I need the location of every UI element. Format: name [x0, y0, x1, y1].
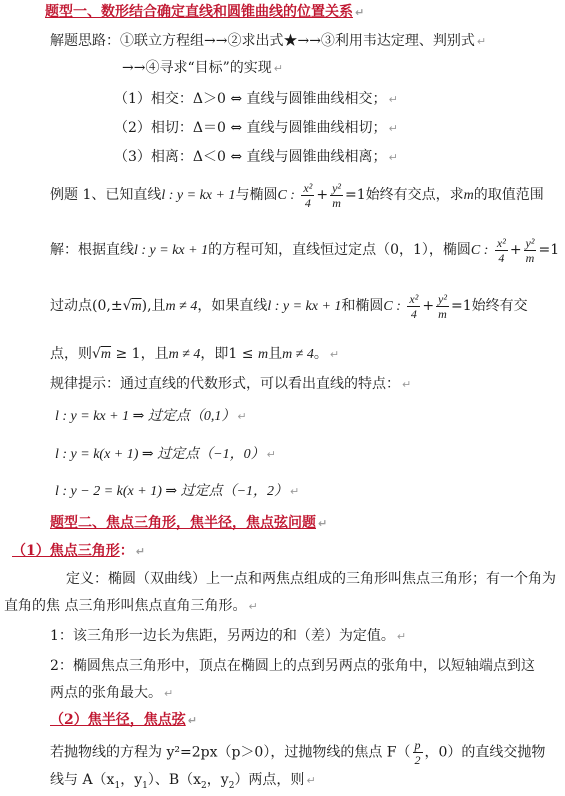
section2-sub1: （1）焦点三角形： ↵ [12, 543, 145, 559]
definition-line-2: 直角的焦 点三角形叫焦点直角三角形。 ↵ [4, 598, 258, 614]
rule-3: l : y − 2 = k(x + 1) ⇒ 过定点（−1，2） ↵ [55, 484, 300, 499]
section2-sub2: （2）焦半径，焦点弦 ↵ [50, 712, 197, 728]
case-tangent: （2）相切：Δ＝0 ⇔ 直线与圆锥曲线相切； ↵ [114, 120, 398, 136]
case-separate: （3）相离：Δ＜0 ⇔ 直线与圆锥曲线相离； ↵ [114, 149, 398, 165]
property-1: 1：该三角形一边长为焦距，另两边的和（差）为定值。 ↵ [50, 628, 407, 644]
section2-title: 题型二、焦点三角形，焦半径，焦点弦问题 ↵ [50, 515, 328, 531]
rule-title: 规律提示：通过直线的代数形式，可以看出直线的特点： ↵ [50, 376, 412, 392]
idea-line-2: →→④寻求“目标”的实现 ↵ [122, 60, 283, 76]
property-2-line-1: 2：椭圆焦点三角形中，顶点在椭圆上的点到另两点的张角中，以短轴端点到这 [50, 658, 535, 674]
fraction-x2-4: $\frac{\text{x²}}{4}$ [303, 180, 313, 210]
property-2-line-2: 两点的张角最大。 ↵ [50, 685, 174, 701]
example-1: 例题 1、已知直线l : y = kx + 1与椭圆C : $\frac{\text{x²}}{4}$ + $\frac{\text{y²}}{m}$ =1始终有交点，求m的取值范围 [50, 180, 544, 210]
rule-1: l : y = kx + 1 ⇒ 过定点（0,1） ↵ [55, 409, 247, 424]
solution-line-2: 过动点(0,±√m),且m ≠ 4，如果直线l : y = kx + 1和椭圆C : $\frac{\text{x²}}{4}$ + $\frac{\text{y²}}{m}$ =1始终有交 [50, 291, 528, 321]
idea-line-1: 解题思路：①联立方程组→→②求出式★→→③利用韦达定理、判别式 ↵ [50, 33, 487, 49]
fraction-y2-m: $\frac{\text{y²}}{m}$ [332, 180, 342, 210]
parabola-line-1: 若抛物线的方程为 y²=2px（p＞0），过抛物线的焦点 F（ $\frac{p}{2}$ ，0）的直线交抛物 [50, 738, 546, 767]
fraction-p-2: $\frac{p}{2}$ [414, 738, 421, 767]
solution-line-3: 点，则√m ≥ 1，且m ≠ 4，即1 ≤ m且m ≠ 4。 ↵ [50, 346, 340, 362]
rule-2: l : y = k(x + 1) ⇒ 过定点（−1，0） ↵ [55, 447, 276, 462]
definition-line-1: 定义：椭圆（双曲线）上一点和两焦点组成的三角形叫焦点三角形；有一个角为 [66, 571, 556, 587]
parabola-line-2: 线与 $A(x_1$，$y_1$）、$B(x_2$，$y_2$）两点，则 ↵ [50, 772, 316, 791]
case-intersect: （1）相交：Δ＞0 ⇔ 直线与圆锥曲线相交； ↵ [114, 91, 398, 107]
section1-title: 题型一、数形结合确定直线和圆锥曲线的位置关系 ↵ [45, 4, 365, 20]
solution-line-1: 解：根据直线l : y = kx + 1的方程可知，直线恒过定点（0，1），椭圆C : $\frac{\text{x²}}{4}$ + $\frac{\text{y²}}{m}$ =1 [50, 235, 560, 265]
